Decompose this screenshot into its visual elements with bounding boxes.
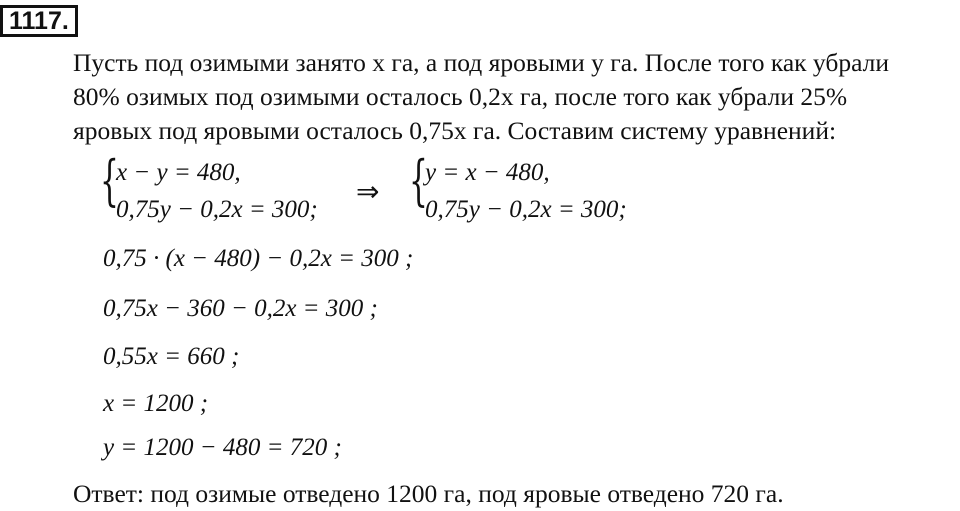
statement-line-2: 80% озимых под озимыми осталось 0,2x га, после того как убрали 25% — [73, 82, 848, 111]
system-left-eq2: 0,75y − 0,2x = 300; — [116, 196, 318, 223]
step-equation-3: 0,55x = 660 ; — [103, 343, 240, 370]
left-brace: { — [100, 149, 119, 212]
problem-number: 1117. — [0, 5, 78, 37]
implies-arrow: ⇒ — [356, 175, 380, 208]
problem-statement — [73, 46, 960, 148]
step-equation-5: y = 1200 − 480 = 720 ; — [103, 434, 342, 461]
system-right-eq1: y = x − 480, — [425, 159, 550, 186]
statement-line-1: Пусть под озимыми занято x га, а под яровыми y га. После того как убрали — [73, 48, 889, 77]
system-left-eq1: x − y = 480, — [116, 159, 241, 186]
step-equation-1: 0,75 · (x − 480) − 0,2x = 300 ; — [103, 245, 414, 272]
equation-system-left — [100, 149, 350, 228]
equation-system-right — [409, 149, 659, 228]
answer-line: Ответ: под озимые отведено 1200 га, под яровые отведено 720 га. — [73, 479, 784, 508]
system-right-eq2: 0,75y − 0,2x = 300; — [425, 196, 627, 223]
step-equation-4: x = 1200 ; — [103, 390, 209, 417]
left-brace: { — [409, 149, 428, 212]
step-equation-2: 0,75x − 360 − 0,2x = 300 ; — [103, 295, 378, 322]
statement-line-3: яровых под яровыми осталось 0,75x га. Составим систему уравнений: — [73, 116, 837, 145]
